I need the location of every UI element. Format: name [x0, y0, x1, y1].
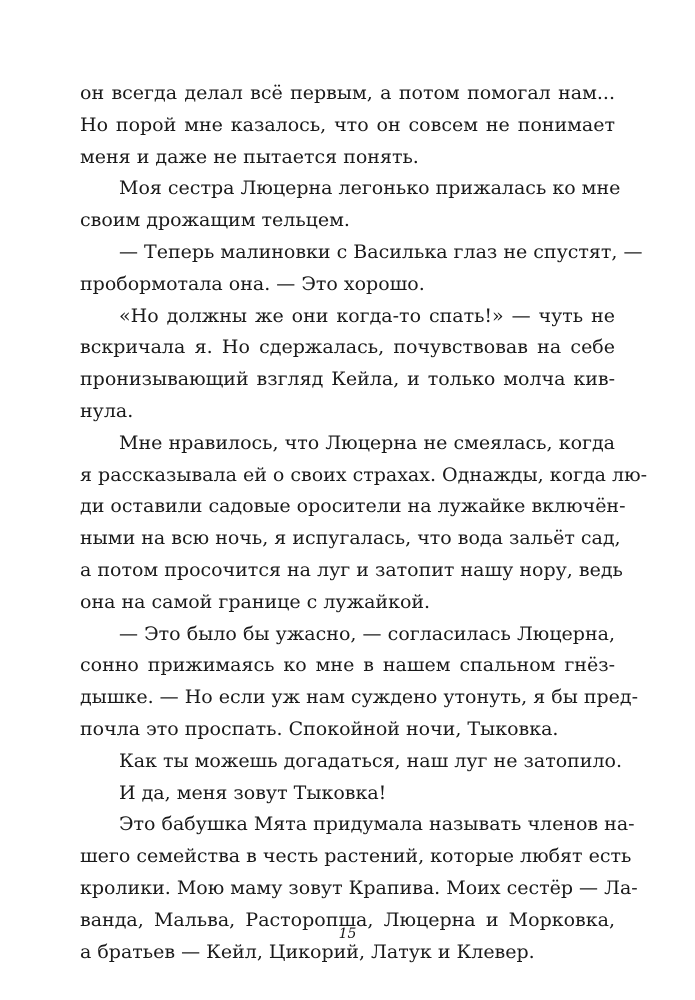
- paragraph: [80, 301, 615, 428]
- text-line: шего семейства в честь растений, которые любят есть: [80, 845, 632, 868]
- paragraph: [80, 809, 638, 968]
- text-line: пронизывающий взгляд Кейла, и только молча кив-: [80, 368, 615, 391]
- text-line: ными на всю ночь, я испугалась, что вода зальёт сад,: [80, 527, 621, 550]
- text-line: Мне нравилось, что Люцерна не смеялась, когда: [119, 431, 615, 454]
- text-line: «Но должны же они когда-то спать!» — чуть не: [119, 304, 615, 327]
- text-line: она на самой границе с лужайкой.: [80, 590, 431, 613]
- text-line: — Теперь малиновки с Василька глаз не спустят, —: [119, 240, 643, 263]
- text-line: Моя сестра Люцерна легонько прижалась ко мне: [119, 177, 621, 200]
- text-line: — Это было бы ужасно, — согласилась Люцерна,: [119, 622, 615, 645]
- text-line: Но порой мне казалось, что он совсем не понимает: [80, 113, 615, 136]
- text-line: вскричала я. Но сдержалась, почувствовав на себе: [80, 336, 615, 359]
- paragraph: [80, 428, 648, 619]
- paragraph: [80, 78, 615, 173]
- text-line: дышке. — Но если уж нам суждено утонуть, я бы пред-: [80, 686, 639, 709]
- text-line: а потом просочится на луг и затопит нашу нору, ведь: [80, 558, 623, 581]
- paragraph: [80, 778, 615, 810]
- text-line: Это бабушка Мята придумала называть членов на-: [119, 813, 635, 836]
- text-line: Как ты можешь догадаться, наш луг не затопило.: [119, 749, 623, 772]
- text-line: кролики. Мою маму зовут Крапива. Моих сестёр — Ла-: [80, 876, 638, 899]
- paragraph: [80, 173, 621, 237]
- text-line: почла это проспать. Спокойной ночи, Тыковка.: [80, 717, 559, 740]
- page-body: [80, 78, 648, 968]
- text-line: я рассказывала ей о своих страхах. Однажды, когда лю-: [80, 463, 648, 486]
- text-line: своим дрожащим тельцем.: [80, 209, 350, 232]
- page-number: 15: [338, 926, 357, 942]
- text-line: а братьев — Кейл, Цикорий, Латук и Клевер.: [80, 940, 535, 963]
- paragraph: [80, 746, 623, 778]
- text-line: меня и даже не пытается понять.: [80, 145, 419, 168]
- text-line: ванда, Мальва, Расторопша, Люцерна и Морковка,: [80, 908, 615, 931]
- text-line: сонно прижимаясь ко мне в нашем спальном гнёз-: [80, 654, 615, 677]
- paragraph: [80, 619, 639, 746]
- text-line: он всегда делал всё первым, а потом помогал нам...: [80, 82, 615, 104]
- text-line: И да, меня зовут Тыковка!: [119, 781, 387, 804]
- text-line: нула.: [80, 399, 134, 422]
- paragraph: [80, 237, 643, 301]
- text-line: ди оставили садовые оросители на лужайке включён-: [80, 495, 626, 518]
- text-line: пробормотала она. — Это хорошо.: [80, 272, 425, 295]
